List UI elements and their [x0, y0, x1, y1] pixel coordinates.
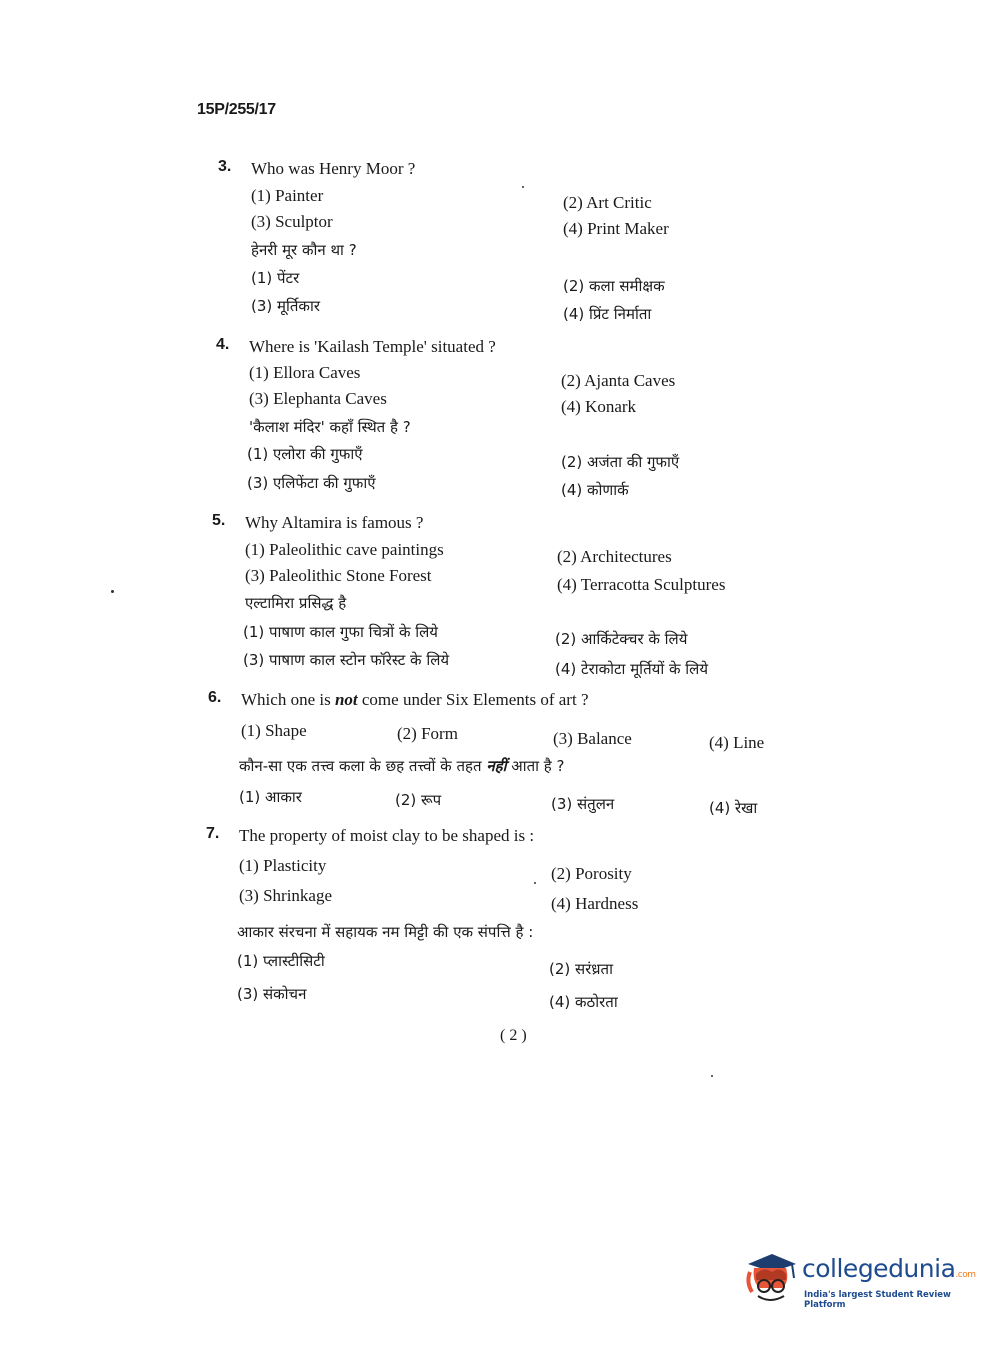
- option-hindi: (1) आकार: [239, 788, 302, 806]
- option-hindi: (4) टेराकोटा मूर्तियों के लिये: [555, 660, 709, 678]
- option-hindi: (1) पाषाण काल गुफा चित्रों के लिये: [243, 623, 438, 641]
- question-text-hindi: हेनरी मूर कौन था ?: [251, 241, 357, 259]
- option: (1) Plasticity: [239, 856, 327, 875]
- option-hindi: (2) अजंता की गुफाएँ: [561, 453, 680, 471]
- option-hindi: (1) एलोरा की गुफाएँ: [247, 445, 363, 463]
- option-hindi: (4) कठोरता: [549, 993, 618, 1011]
- question-number: 4.: [216, 336, 230, 353]
- option: (4) Line: [709, 733, 765, 752]
- question-number: 7.: [206, 825, 220, 842]
- question-number: 5.: [212, 512, 226, 529]
- option-hindi: (4) कोणार्क: [561, 481, 629, 499]
- question-text-hindi: आकार संरचना में सहायक नम मिट्टी की एक संपत्ति है :: [237, 923, 534, 941]
- scan-speck: [111, 590, 114, 593]
- option-hindi: (2) कला समीक्षक: [563, 277, 665, 295]
- question-text: Where is 'Kailash Temple' situated ?: [249, 337, 496, 356]
- option: (4) Hardness: [551, 894, 639, 913]
- option: (2) Art Critic: [563, 193, 652, 212]
- option: (3) Sculptor: [251, 212, 333, 231]
- option: (2) Ajanta Caves: [561, 371, 676, 390]
- option: (2) Architectures: [557, 547, 672, 566]
- question-text: Which one is not come under Six Elements of art ?: [241, 690, 589, 709]
- paper-code: 15P/255/17: [197, 101, 276, 118]
- option: (2) Form: [397, 724, 458, 743]
- question-text-hindi: एल्टामिरा प्रसिद्ध है: [245, 594, 347, 612]
- option: (2) Porosity: [551, 864, 632, 883]
- option-hindi: (1) पेंटर: [251, 269, 300, 287]
- option-hindi: (1) प्लास्टीसिटी: [237, 952, 325, 970]
- option: (4) Terracotta Sculptures: [557, 575, 726, 594]
- option: (1) Painter: [251, 186, 324, 205]
- option: (3) Balance: [553, 729, 632, 748]
- option-hindi: (2) आर्किटेक्चर के लिये: [555, 630, 688, 648]
- emphasis-nahi: नहीं: [486, 757, 507, 775]
- question-text: The property of moist clay to be shaped is :: [239, 826, 535, 845]
- option-hindi: (3) पाषाण काल स्टोन फॉरेस्ट के लिये: [243, 651, 450, 669]
- option: (1) Paleolithic cave paintings: [245, 540, 444, 559]
- question-text-hindi: 'कैलाश मंदिर' कहाँ स्थित है ?: [249, 418, 411, 436]
- brand-name: collegedunia.com: [802, 1254, 976, 1283]
- option-hindi: (3) संकोचन: [237, 985, 307, 1003]
- option-hindi: (3) एलिफेंटा की गुफाएँ: [247, 474, 376, 492]
- question-text-hindi: कौन-सा एक तत्त्व कला के छह तत्त्वों के तहत नहीं आता है ?: [239, 757, 565, 775]
- option-hindi: (4) प्रिंट निर्माता: [563, 305, 652, 323]
- question-text: Who was Henry Moor ?: [251, 159, 416, 178]
- option: (1) Ellora Caves: [249, 363, 361, 382]
- scan-speck: [522, 186, 524, 188]
- question-number: 6.: [208, 689, 222, 706]
- option-hindi: (2) सरंध्रता: [549, 960, 613, 978]
- option: (1) Shape: [241, 721, 307, 740]
- brand-tagline: India's largest Student Review Platform: [804, 1290, 951, 1310]
- option-hindi: (4) रेखा: [709, 799, 758, 817]
- scan-speck: [534, 882, 536, 884]
- option: (3) Paleolithic Stone Forest: [245, 566, 432, 585]
- option-hindi: (3) मूर्तिकार: [251, 297, 320, 315]
- collegedunia-logo: [742, 1250, 976, 1310]
- option-hindi: (2) रूप: [395, 791, 442, 809]
- option: (4) Print Maker: [563, 219, 669, 238]
- brand-suffix: .com: [955, 1270, 976, 1280]
- option-hindi: (3) संतुलन: [551, 795, 615, 813]
- question-number: 3.: [218, 158, 232, 175]
- option: (3) Shrinkage: [239, 886, 333, 905]
- page-number: ( 2 ): [500, 1027, 527, 1044]
- option: (4) Konark: [561, 397, 637, 416]
- mascot-icon: [742, 1252, 798, 1306]
- option: (3) Elephanta Caves: [249, 389, 387, 408]
- question-text: Why Altamira is famous ?: [245, 513, 424, 532]
- scan-speck: [711, 1075, 713, 1077]
- emphasis-not: not: [334, 690, 358, 709]
